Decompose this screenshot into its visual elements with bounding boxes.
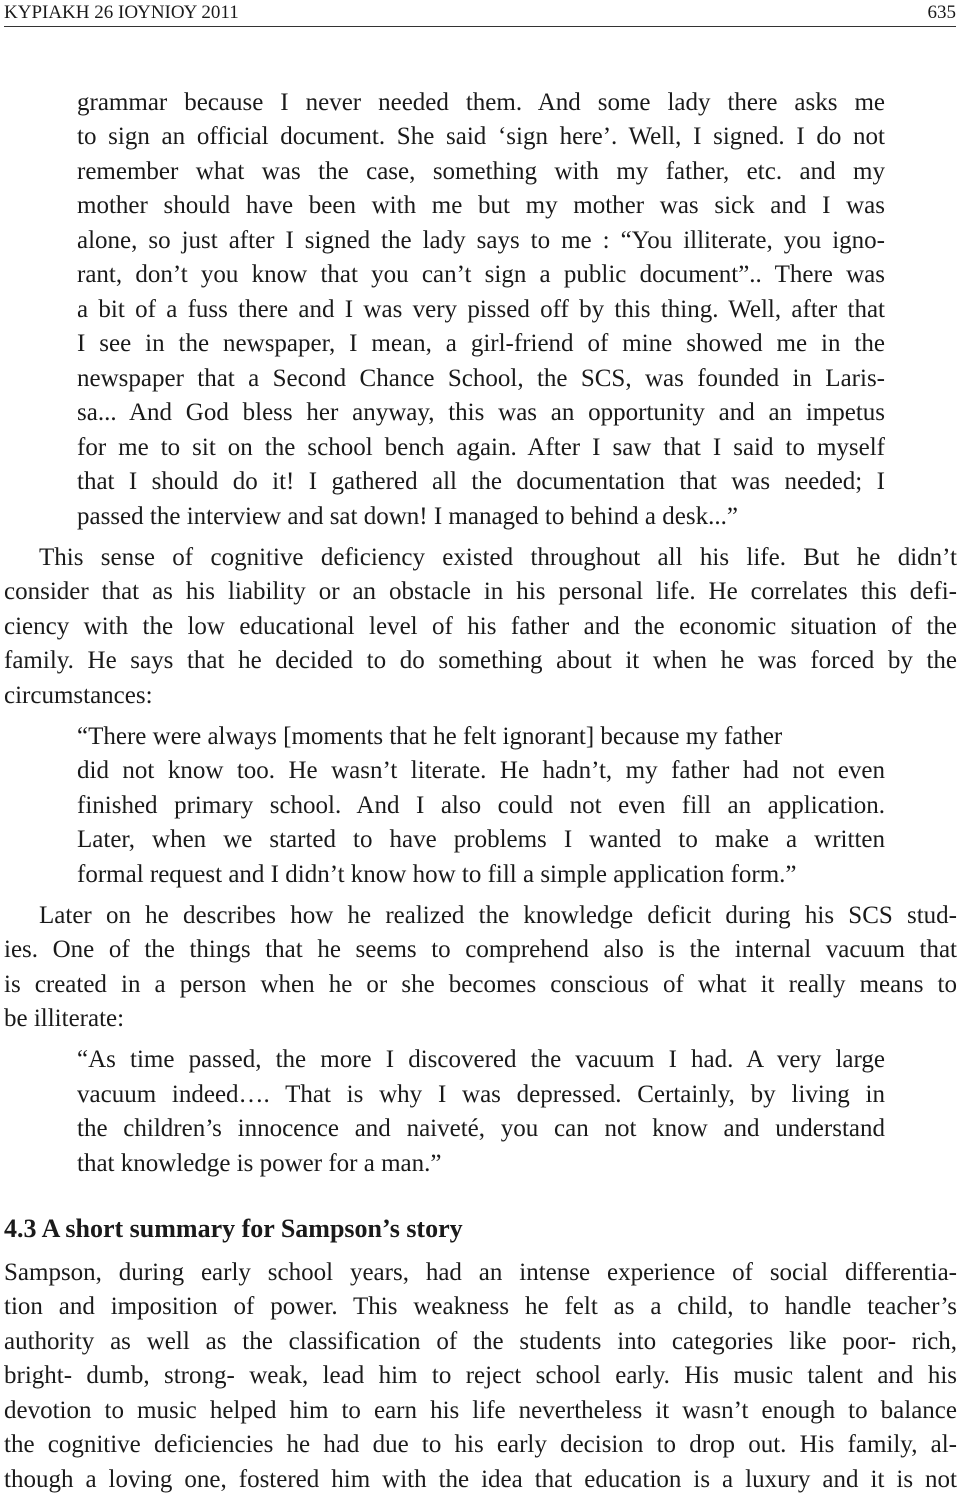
- quote-line: the children’s innocence and naiveté, you can not know and understand: [77, 1115, 885, 1142]
- header-date: ΚΥΡΙΑΚΗ 26 ΙΟΥΝΙΟΥ 2011: [4, 2, 239, 23]
- quote-line: Later, when we started to have problems I wanted to make a written: [77, 826, 885, 853]
- paragraph-line: Later on he describes how he realized the knowledge deficit during his SCS stud-: [39, 902, 957, 929]
- quote-line: did not know too. He wasn’t literate. He hadn’t, my father had not even: [77, 757, 885, 784]
- quote-line: I see in the newspaper, I mean, a girl-friend of mine showed me in the: [77, 330, 885, 357]
- quote-line: grammar because I never needed them. And some lady there asks me: [77, 89, 885, 116]
- paragraph-line: bright- dumb, strong- weak, lead him to reject school early. His music talent and his: [4, 1362, 957, 1389]
- quote-line: a bit of a fuss there and I was very pissed off by this thing. Well, after that: [77, 296, 885, 323]
- quote-line: to sign an official document. She said ‘sign here’. Well, I signed. I do not: [77, 123, 885, 150]
- paragraph-line: ciency with the low educational level of his father and the economic situation of the: [4, 613, 957, 640]
- quote-line: formal request and I didn’t know how to fill a simple application form.”: [77, 861, 797, 888]
- paragraph-line: though a loving one, fostered him with the idea that education is a luxury and it is not: [4, 1466, 957, 1493]
- section-heading: 4.3 A short summary for Sampson’s story: [4, 1214, 463, 1243]
- page-number: 635: [927, 2, 956, 23]
- quote-line: vacuum indeed…. That is why I was depressed. Certainly, by living in: [77, 1081, 885, 1108]
- paragraph-line: This sense of cognitive deficiency existed throughout all his life. But he didn’t: [39, 544, 957, 571]
- paragraph-line: consider that as his liability or an obstacle in his personal life. He correlates this defi-: [4, 578, 957, 605]
- quote-line: that I should do it! I gathered all the documentation that was needed; I: [77, 468, 885, 495]
- paragraph-line: the cognitive deficiencies he had due to his early decision to drop out. His family, al-: [4, 1431, 957, 1458]
- quote-line: mother should have been with me but my mother was sick and I was: [77, 192, 885, 219]
- paragraph-line: tion and imposition of power. This weakness he felt as a child, to handle teacher’s: [4, 1293, 957, 1320]
- quote-line: for me to sit on the school bench again. After I saw that I said to myself: [77, 434, 885, 461]
- running-header: [4, 0, 956, 27]
- quote-line: that knowledge is power for a man.”: [77, 1150, 442, 1177]
- quote-line: “There were always [moments that he felt ignorant] because my father: [77, 723, 783, 750]
- quote-line: newspaper that a Second Chance School, the SCS, was founded in Laris-: [77, 365, 885, 392]
- quote-line: rant, don’t you know that you can’t sign a public document”.. There was: [77, 261, 885, 288]
- paragraph-line: devotion to music helped him to earn his life nevertheless it wasn’t enough to balance: [4, 1397, 957, 1424]
- paragraph-line: circumstances:: [4, 682, 153, 709]
- paragraph-line: authority as well as the classification of the students into categories like poor- rich,: [4, 1328, 957, 1355]
- quote-line: passed the interview and sat down! I managed to behind a desk...”: [77, 503, 738, 530]
- quote-line: sa... And God bless her anyway, this was an opportunity and an impetus: [77, 399, 885, 426]
- paragraph-line: ies. One of the things that he seems to comprehend also is the internal vacuum that: [4, 936, 957, 963]
- quote-line: finished primary school. And I also could not even fill an application.: [77, 792, 885, 819]
- paragraph-line: be illiterate:: [4, 1005, 125, 1032]
- paragraph-line: Sampson, during early school years, had an intense experience of social differentia-: [4, 1259, 957, 1286]
- quote-line: alone, so just after I signed the lady says to me : “You illiterate, you igno-: [77, 227, 885, 254]
- quote-line: remember what was the case, something with my father, etc. and my: [77, 158, 885, 185]
- paragraph-line: family. He says that he decided to do something about it when he was forced by the: [4, 647, 957, 674]
- quote-line: “As time passed, the more I discovered the vacuum I had. A very large: [77, 1046, 885, 1073]
- paragraph-line: is created in a person when he or she becomes conscious of what it really means to: [4, 971, 957, 998]
